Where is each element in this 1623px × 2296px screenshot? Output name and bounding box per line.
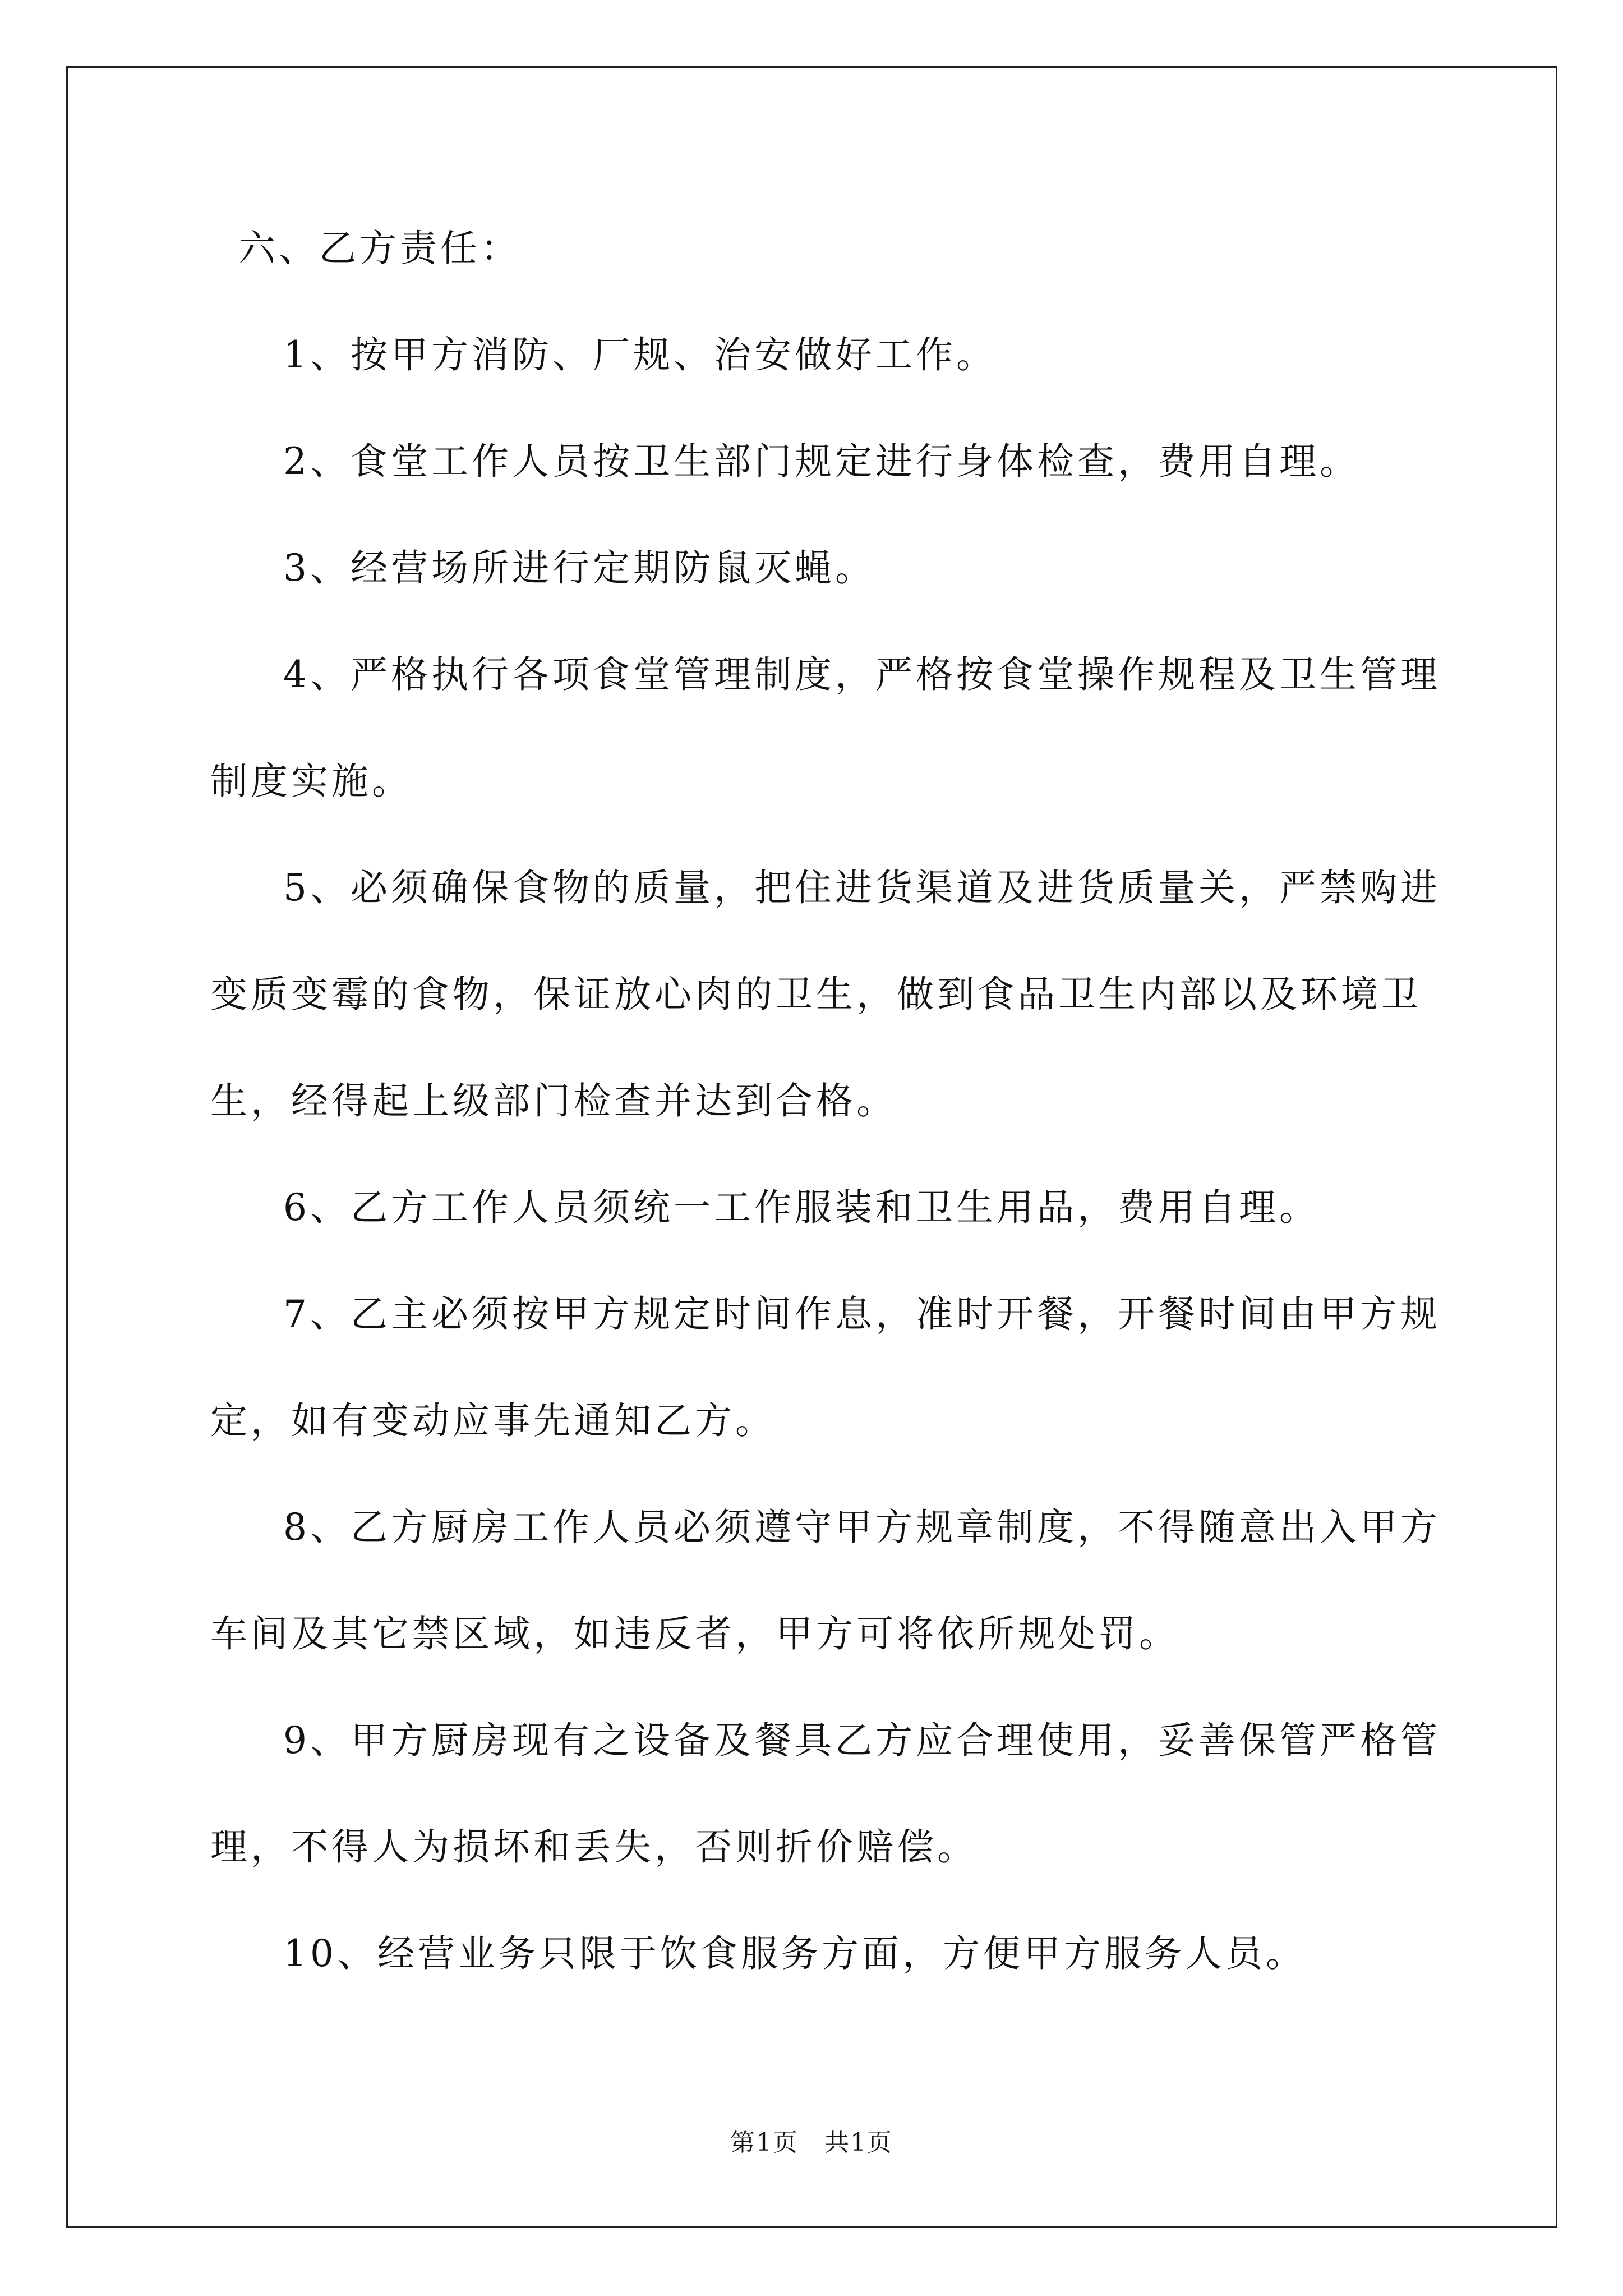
clause-8-line-2: 车间及其它禁区域，如违反者，甲方可将依所规处罚。 <box>210 1612 1179 1655</box>
clause-5-line-2: 变质变霉的食物，保证放心肉的卫生，做到食品卫生内部以及环境卫 <box>210 973 1422 1016</box>
clause-7-line-2: 定，如有变动应事先通知乙方。 <box>210 1399 776 1442</box>
clause-10-line-1: 10、经营业务只限于饮食服务方面，方便甲方服务人员。 <box>283 1932 1306 1975</box>
clause-5-line-1: 5、必须确保食物的质量，把住进货渠道及进货质量关，严禁购进 <box>283 866 1441 909</box>
clause-6-line-1: 6、乙方工作人员须统一工作服装和卫生用品，费用自理。 <box>283 1186 1320 1229</box>
clause-2-line-1: 2、食堂工作人员按卫生部门规定进行身体检查，费用自理。 <box>283 440 1360 483</box>
clause-8-line-1: 8、乙方厨房工作人员必须遵守甲方规章制度，不得随意出入甲方 <box>283 1506 1441 1549</box>
clause-4-line-2: 制度实施。 <box>210 760 412 803</box>
clause-9-line-2: 理，不得人为损坏和丢失，否则折价赔偿。 <box>210 1825 978 1869</box>
clause-1-line-1: 1、按甲方消防、厂规、治安做好工作。 <box>283 333 997 376</box>
page-border <box>66 66 1557 2228</box>
clause-3-line-1: 3、经营场所进行定期防鼠灭蝇。 <box>283 546 875 590</box>
page-footer: 第1页 共1页 <box>730 2128 893 2157</box>
clause-4-line-1: 4、严格执行各项食堂管理制度，严格按食堂操作规程及卫生管理 <box>283 653 1441 696</box>
clause-9-line-1: 9、甲方厨房现有之设备及餐具乙方应合理使用，妥善保管严格管 <box>283 1719 1441 1762</box>
clause-5-line-3: 生，经得起上级部门检查并达到合格。 <box>210 1079 897 1122</box>
clause-7-line-1: 7、乙主必须按甲方规定时间作息，准时开餐，开餐时间由甲方规 <box>283 1292 1441 1336</box>
section-heading: 六、乙方责任： <box>238 227 521 270</box>
